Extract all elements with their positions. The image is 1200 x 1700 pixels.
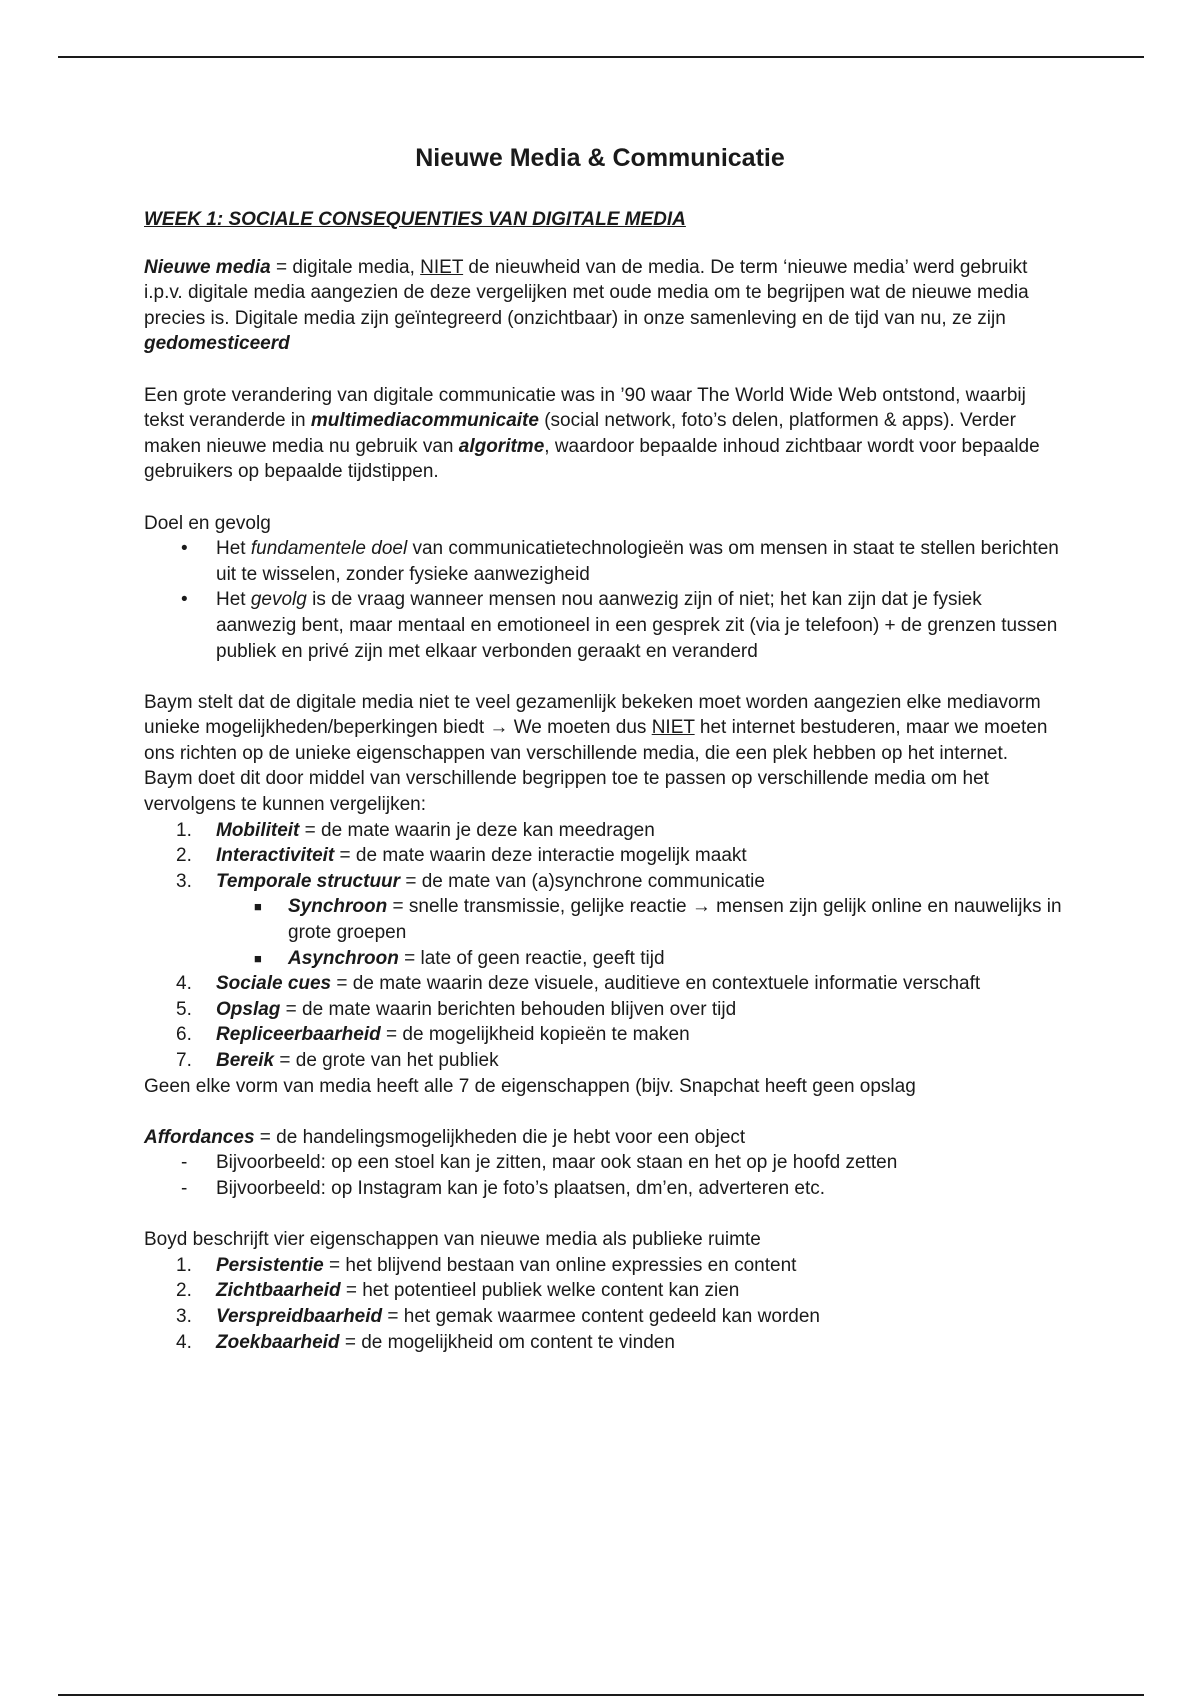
paragraph-closing: Geen elke vorm van media heeft alle 7 de eigenschappen (bijv. Snapchat heeft geen opslag [144, 1075, 916, 1097]
document-body [144, 207, 1064, 1355]
baym-list [144, 818, 1064, 1074]
list-item: 7. Bereik = de grote van het publiek [176, 1050, 499, 1071]
paragraph-baym: Baym stelt dat de digitale media niet te veel gezamenlijk bekeken moet worden aangezien elke mediavorm unieke mogelijkheden/beperkingen biedt → We moeten dus NIET het internet bestuderen, maar we moeten ons richten op de unieke eigenschappen van verschillende media, die een plek hebben op het internet. [144, 691, 1048, 764]
sublist-item: ■ Asynchroon = late of geen reactie, geeft tijd [144, 946, 1064, 972]
list-item: 3. Verspreidbaarheid = het gemak waarmee content gedeeld kan worden [176, 1305, 820, 1327]
header-rule [58, 56, 1144, 58]
list-item: • Het gevolg is de vraag wanneer mensen nou aanwezig zijn of niet; het kan zijn dat je fysiek aanwezig bent, maar mentaal en emotioneel in een gesprek zit (via je telefoon) + de grenzen tussen publiek en privé zijn met elkaar verbonden geraakt en veranderd [181, 589, 1058, 662]
term-nieuwe-media: Nieuwe media [144, 256, 271, 278]
list-item: 5. Opslag = de mate waarin berichten behouden blijven over tijd [176, 998, 737, 1020]
paragraph-www: Een grote verandering van digitale communicatie was in ’90 waar The World Wide Web ontstond, waarbij tekst veranderde in multimediacommunicaite (social network, foto’s delen, platformen & apps). Verder maken nieuwe media nu gebruik van algoritme, waardoor bepaalde inhoud zichtbaar wordt voor bepaalde gebruikers op bepaalde tijdstippen. [144, 384, 1040, 483]
page-title: Nieuwe Media & Communicatie [415, 144, 785, 172]
list-item: • Het fundamentele doel van communicatietechnologieën was om mensen in staat te stellen berichten uit te wisselen, zonder fysieke aanwezigheid [181, 538, 1059, 585]
term-algoritme: algoritme [458, 435, 545, 457]
list-item: 6. Repliceerbaarheid = de mogelijkheid kopieën te maken [176, 1024, 690, 1046]
term-gedomesticeerd: gedomesticeerd [144, 333, 290, 355]
boyd-list [144, 1253, 1064, 1355]
list-item: 4. Zoekbaarheid = de mogelijkheid om content te vinden [176, 1331, 675, 1353]
paragraph-affordances: Affordances = de handelingsmogelijkheden die je hebt voor een object [144, 1126, 746, 1148]
list-item: 3. Temporale structuur = de mate van (a)synchrone communicatie ■ Synchroon = snelle transmissie, gelijke reactie → mensen zijn gelijk online en nauwelijks in grote groepen ■ Asynchroon = late of geen reactie, geeft tijd [144, 869, 1064, 971]
list-item: 1. Mobiliteit = de mate waarin je deze kan meedragen [176, 819, 655, 841]
square-bullet-icon: ■ [254, 950, 262, 966]
list-item: - Bijvoorbeeld: op Instagram kan je foto’s plaatsen, dm’en, adverteren etc. [144, 1176, 1064, 1202]
bullet-icon: • [181, 589, 188, 611]
affordances-list [144, 1150, 1064, 1201]
term-affordances: Affordances [144, 1126, 255, 1148]
paragraph-baym-2: Baym doet dit door middel van verschillende begrippen toe te passen op verschillende media om het vervolgens te kunnen vergelijken: [144, 768, 989, 816]
square-bullet-icon: ■ [254, 899, 262, 915]
dash-icon: - [181, 1152, 188, 1174]
list-item: - Bijvoorbeeld: op een stoel kan je zitten, maar ook staan en het op je hoofd zetten [144, 1150, 1064, 1176]
footer-rule [58, 1694, 1144, 1696]
sublist-item: ■ Synchroon = snelle transmissie, gelijke reactie → mensen zijn gelijk online en nauwelijks in grote groepen [254, 896, 1062, 944]
list-item: 2. Interactiviteit = de mate waarin deze interactie mogelijk maakt [176, 845, 747, 867]
emphasis-niet: NIET [420, 256, 464, 278]
doel-list [144, 536, 1064, 664]
doel-heading: Doel en gevolg [144, 512, 271, 534]
bullet-icon: • [181, 538, 188, 560]
list-item: 4. Sociale cues = de mate waarin deze visuele, auditieve en contextuele informatie verschaft [176, 973, 981, 995]
emphasis-niet: NIET [651, 717, 695, 739]
term-multimedia: multimediacommunicaite [310, 410, 539, 432]
paragraph-nieuwe-media: Nieuwe media = digitale media, NIET de nieuwheid van de media. De term ‘nieuwe media’ werd gebruikt i.p.v. digitale media aangezien de deze vergelijken met oude media om te begrijpen wat de nieuwe media precies is. Digitale media zijn geïntegreerd (onzichtbaar) in onze samenleving en de tijd van nu, ze zijn gedomesticeerd [144, 256, 1029, 355]
week-heading: WEEK 1: SOCIALE CONSEQUENTIES VAN DIGITALE MEDIA [144, 209, 686, 230]
list-item: 1. Persistentie = het blijvend bestaan van online expressies en content [176, 1254, 797, 1276]
dash-icon: - [181, 1177, 188, 1199]
paragraph-boyd: Boyd beschrijft vier eigenschappen van nieuwe media als publieke ruimte [144, 1229, 761, 1251]
sublist [144, 894, 1064, 971]
list-item: 2. Zichtbaarheid = het potentieel publiek welke content kan zien [176, 1280, 740, 1302]
